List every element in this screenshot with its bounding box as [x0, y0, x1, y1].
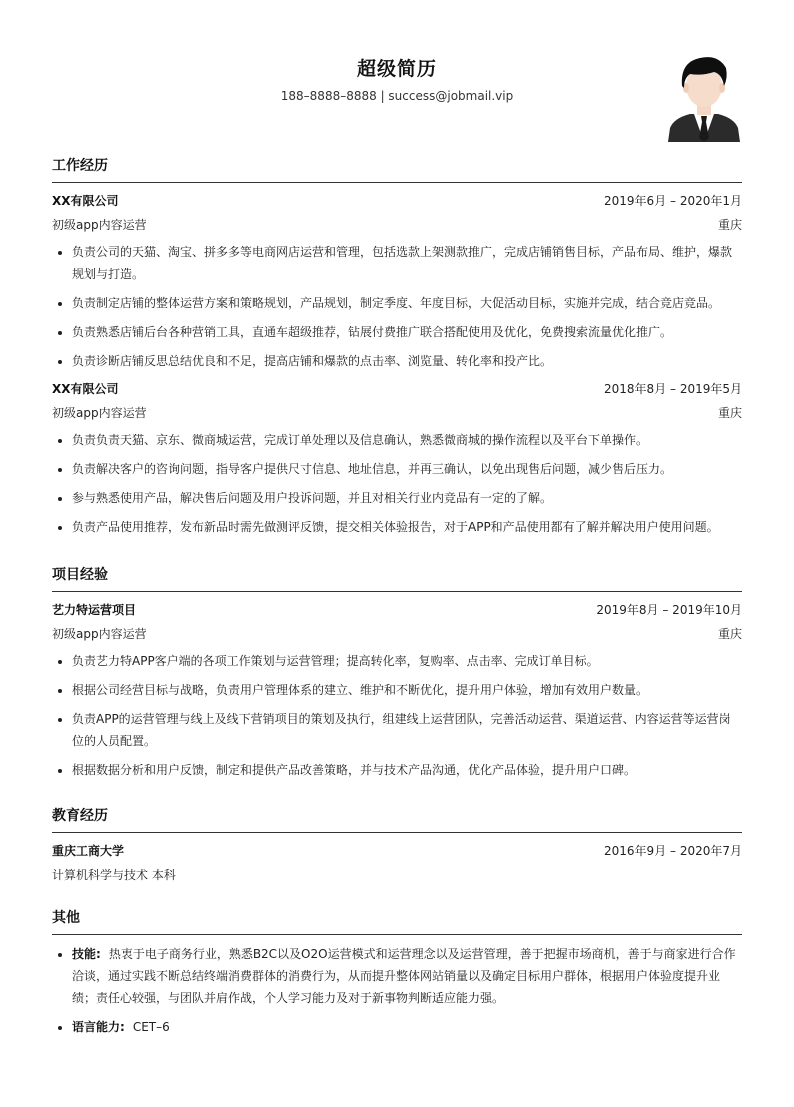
work-location: 重庆: [717, 218, 742, 232]
project-role: 初级app内容运营: [52, 627, 147, 641]
language-text: CET–6: [132, 1020, 170, 1034]
work-experience-section: [52, 155, 742, 545]
list-item: • 负责诊断店铺反思总结优良和不足，提高店铺和爆款的点击率、浏览量、转化率和投产比。: [72, 350, 742, 372]
skills-label: 技能:: [72, 947, 101, 961]
contact-separator: |: [376, 89, 389, 103]
list-item: • 根据公司经营目标与战略，负责用户管理体系的建立、维护和不断优化，提升用户体验，增加有效用户数量。: [72, 679, 742, 701]
list-item: • 负责公司的天猫、淘宝、拼多多等电商网店运营和管理，包括选款上架测款推广，完成店铺销售目标，产品布局、维护，爆款规划与打造。: [72, 241, 742, 285]
other-section-title: 其他: [52, 907, 742, 935]
company-name: XX有限公司: [52, 382, 119, 396]
list-item: • 负责艺力特APP客户端的各项工作策划与运营管理；提高转化率，复购率、点击率、完成订单目标。: [72, 650, 742, 672]
skills-item: [72, 943, 742, 1009]
work-section-title: 工作经历: [52, 155, 742, 183]
project-bullets: [52, 650, 742, 781]
other-section: [52, 907, 742, 1045]
work-entry: [52, 379, 742, 538]
avatar: [666, 52, 742, 142]
email-address: success@jobmail.vip: [388, 89, 514, 103]
list-item: • 负责负责天猫、京东、微商城运营，完成订单处理以及信息确认，熟悉微商城的操作流程以及平台下单操作。: [72, 429, 742, 451]
project-location: 重庆: [717, 627, 742, 641]
phone-number: 188–8888–8888: [280, 89, 377, 103]
list-item: • 根据数据分析和用户反馈，制定和提供产品改善策略，并与技术产品沟通，优化产品体验，提升用户口碑。: [72, 759, 742, 781]
list-item: • 负责产品使用推荐，发布新品时需先做测评反馈，提交相关体验报告，对于APP和产品使用都有了解并解决用户使用问题。: [72, 516, 742, 538]
list-item: • 负责制定店铺的整体运营方案和策略规划，产品规划，制定季度、年度目标，大促活动目标，实施并完成，结合竞店竞品。: [72, 292, 742, 314]
list-item: • 负责APP的运营管理与线上及线下营销项目的策划及执行，组建线上运营团队，完善活动运营、渠道运营、内容运营等运营岗位的人员配置。: [72, 708, 742, 752]
project-section-title: 项目经验: [52, 564, 742, 592]
list-item: • 参与熟悉使用产品，解决售后问题及用户投诉问题，并且对相关行业内竞品有一定的了解。: [72, 487, 742, 509]
education-period: 2016年9月 – 2020年7月: [604, 844, 742, 858]
company-name: XX有限公司: [52, 194, 119, 208]
project-name: 艺力特运营项目: [52, 603, 137, 617]
job-role: 初级app内容运营: [52, 218, 147, 232]
project-section: [52, 564, 742, 788]
resume-header: [0, 0, 794, 150]
education-section: [52, 805, 742, 889]
work-location: 重庆: [717, 406, 742, 420]
list-item: • 负责熟悉店铺后台各种营销工具，直通车超级推荐，钻展付费推广联合搭配使用及优化，免费搜索流量优化推广。: [72, 321, 742, 343]
work-period: 2018年8月 – 2019年5月: [604, 382, 742, 396]
candidate-name: 超级简历: [356, 58, 437, 80]
education-section-title: 教育经历: [52, 805, 742, 833]
work-period: 2019年6月 – 2020年1月: [604, 194, 742, 208]
job-role: 初级app内容运营: [52, 406, 147, 420]
language-item: [72, 1016, 742, 1038]
work-bullets: [52, 241, 742, 372]
other-list: [52, 943, 742, 1038]
skills-text: 热衷于电子商务行业，熟悉B2C以及O2O运营模式和运营理念以及运营管理，善于把握市场商机，善于与商家进行合作洽谈，通过实践不断总结终端消费群体的消费行为，从而提升整体网站销量以及确定目标用户群体，根据用户体验度提升业绩；责任心较强，与团队并肩作战，个人学习能力及对于新事物判断适应能力强。: [72, 947, 736, 1005]
work-bullets: [52, 429, 742, 538]
major-degree: 计算机科学与技术 本科: [52, 868, 176, 882]
work-entry: [52, 191, 742, 372]
list-item: • 负责解决客户的咨询问题，指导客户提供尺寸信息、地址信息，并再三确认，以免出现售后问题，减少售后压力。: [72, 458, 742, 480]
school-name: 重庆工商大学: [52, 844, 125, 858]
language-label: 语言能力:: [72, 1020, 125, 1034]
project-period: 2019年8月 – 2019年10月: [596, 603, 742, 617]
